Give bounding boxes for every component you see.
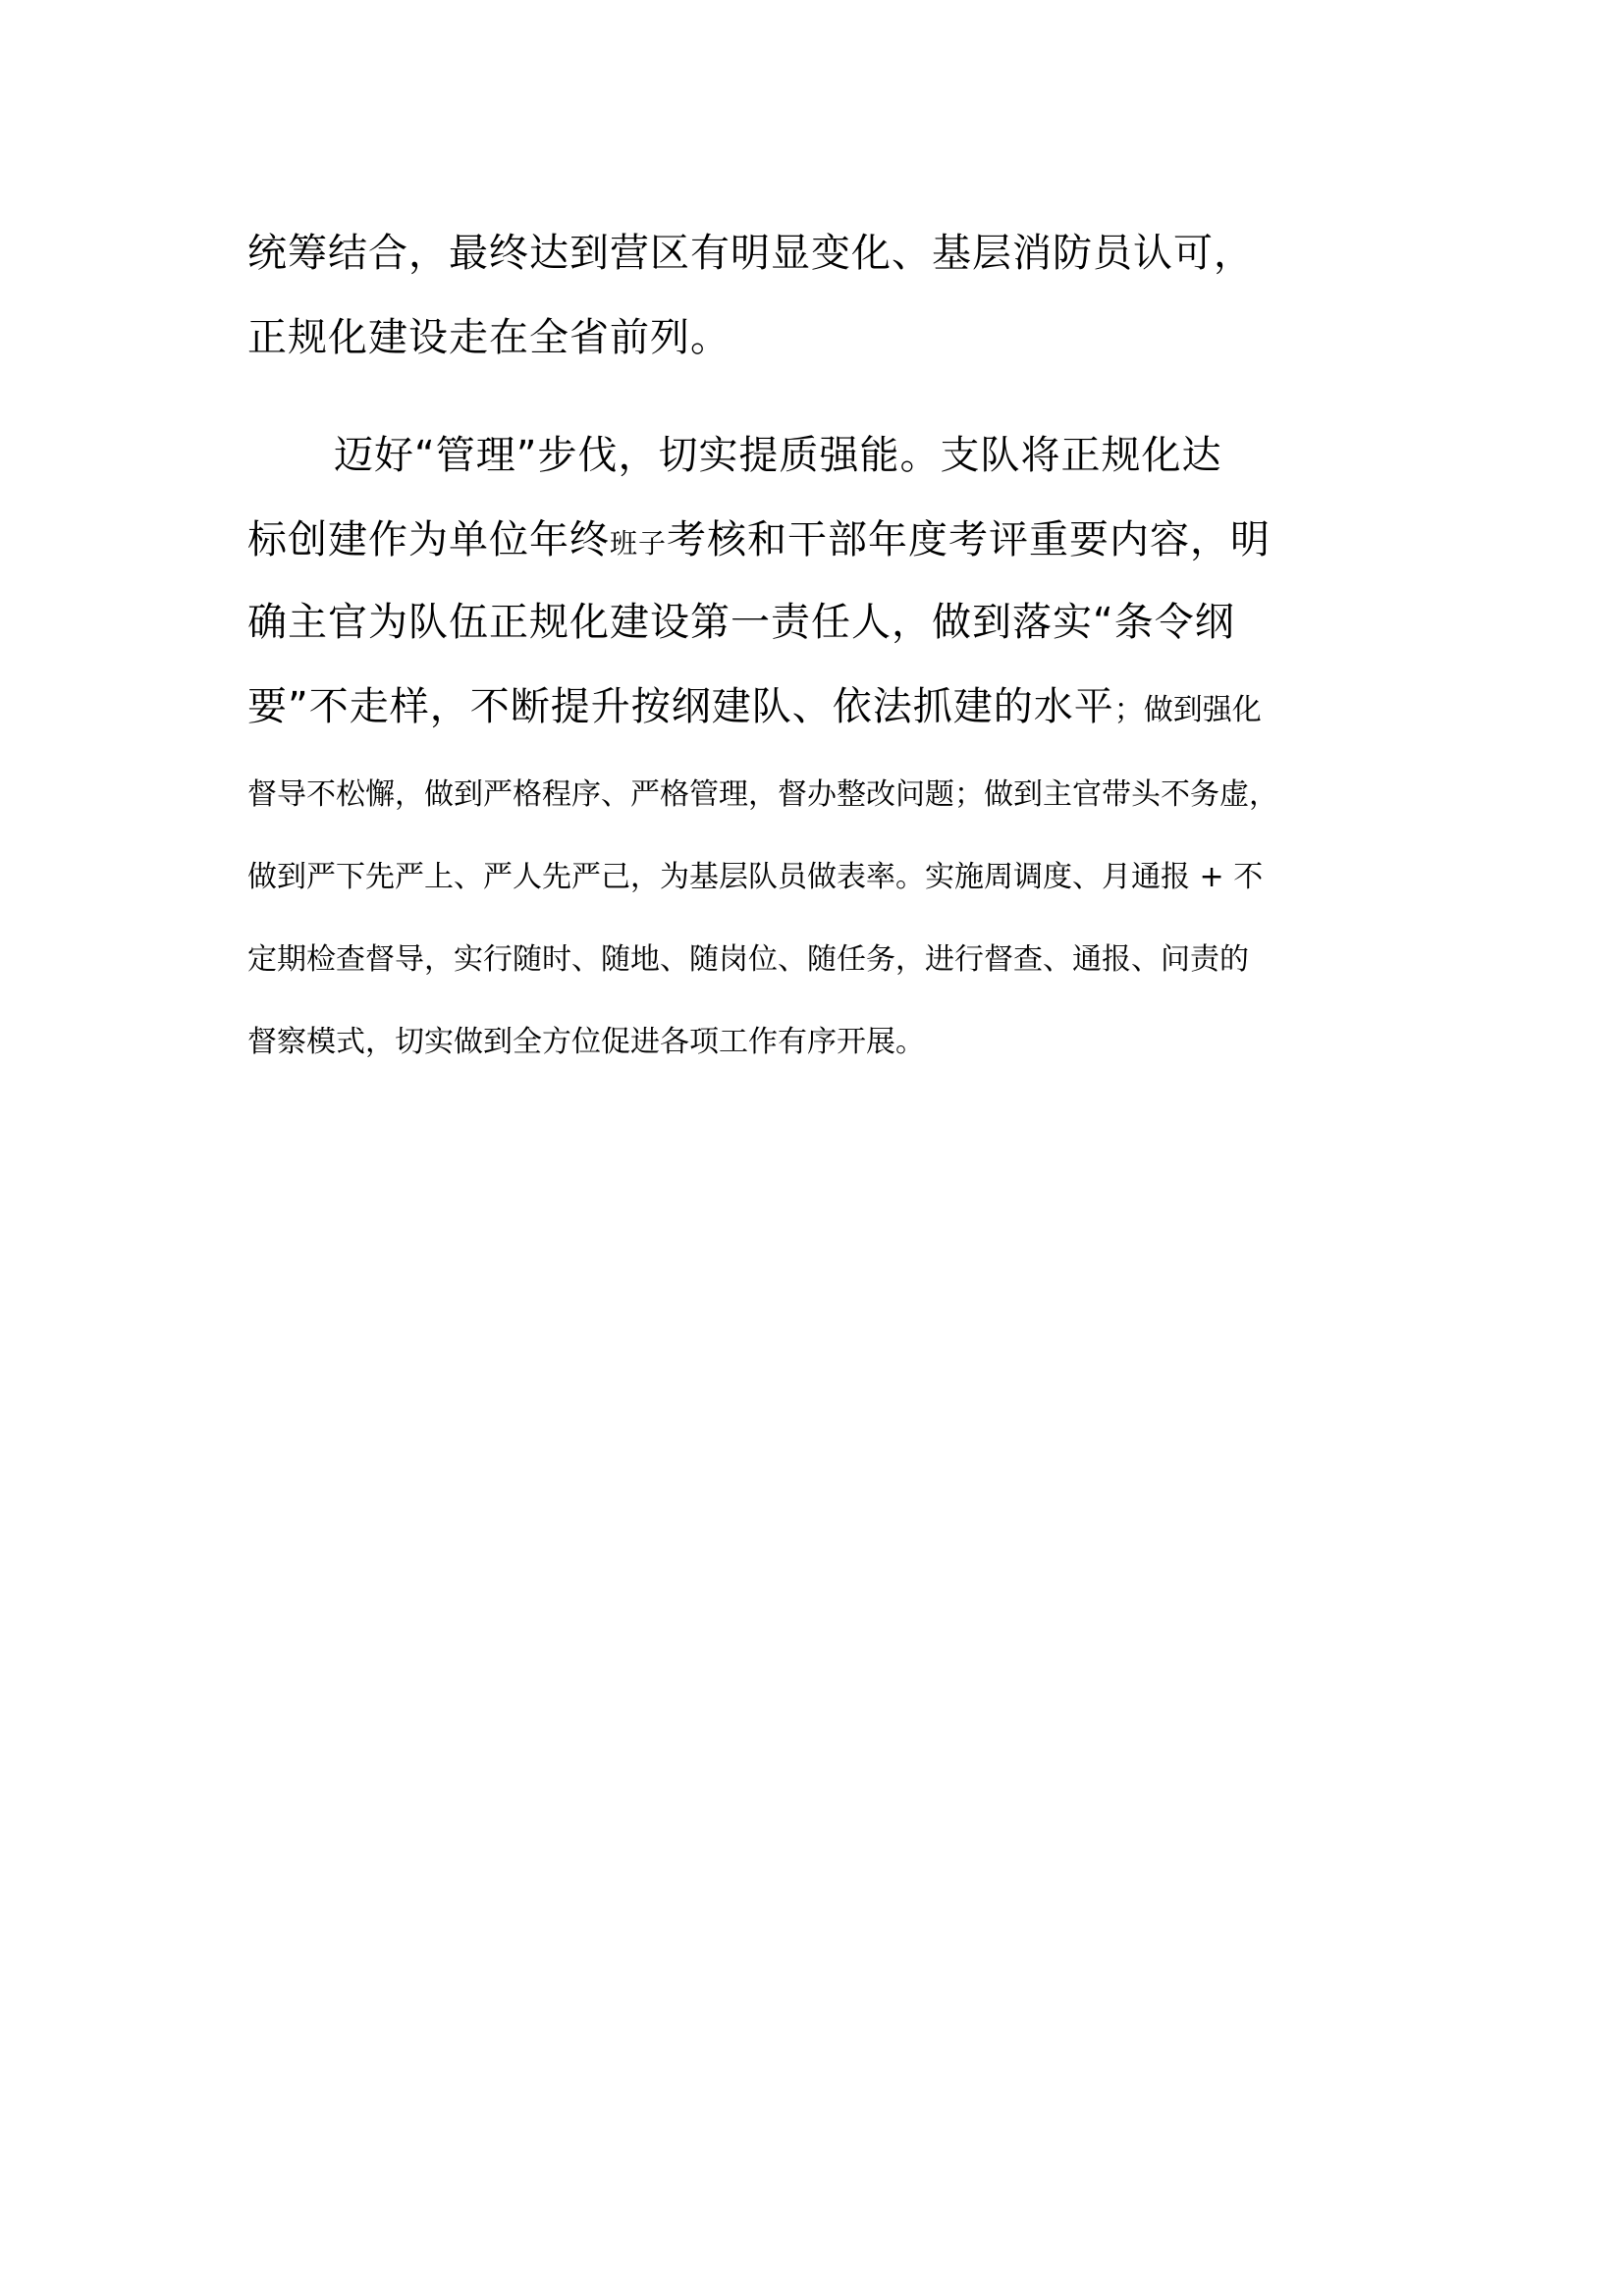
paragraph2-line7: 定期检查督导，实行随时、随地、随岗位、随任务，进行督查、通报、问责的 [247,942,1249,977]
paragraph1-line2: 正规化建设走在全省前列。 [247,315,731,360]
paragraph2-line2-part3: 考核和干部年度考评重要内容，明 [667,517,1272,562]
paragraph2-line1: 迈好“管理”步伐，切实提质强能。支队将正规化达 [334,433,1222,478]
paragraph2-line4-part1: 要”不走样，不断提升按纲建队、依法抓建的水平 [247,684,1114,729]
paragraph2-line8: 督察模式，切实做到全方位促进各项工作有序开展。 [247,1025,925,1059]
paragraph2-line2-part2: 班子 [610,527,668,560]
paragraph2-line5: 督导不松懈，做到严格程序、严格管理，督办整改问题；做到主官带头不务虚， [247,777,1278,812]
paragraph1-line1: 统筹结合，最终达到营区有明显变化、基层消防员认可， [247,231,1254,276]
paragraph2-line4-part2: ；做到强化 [1113,693,1262,727]
paragraph2-line6: 做到严下先严上、严人先严己，为基层队员做表率。实施周调度、月通报 + 不 [247,860,1264,894]
paragraph2-line4 [247,679,1262,734]
paragraph2-line3: 确主官为队伍正规化建设第一责任人，做到落实“条令纲 [247,600,1235,645]
paragraph2-line2 [247,512,1271,571]
paragraph2-line2-part1: 标创建作为单位年终 [247,517,610,562]
